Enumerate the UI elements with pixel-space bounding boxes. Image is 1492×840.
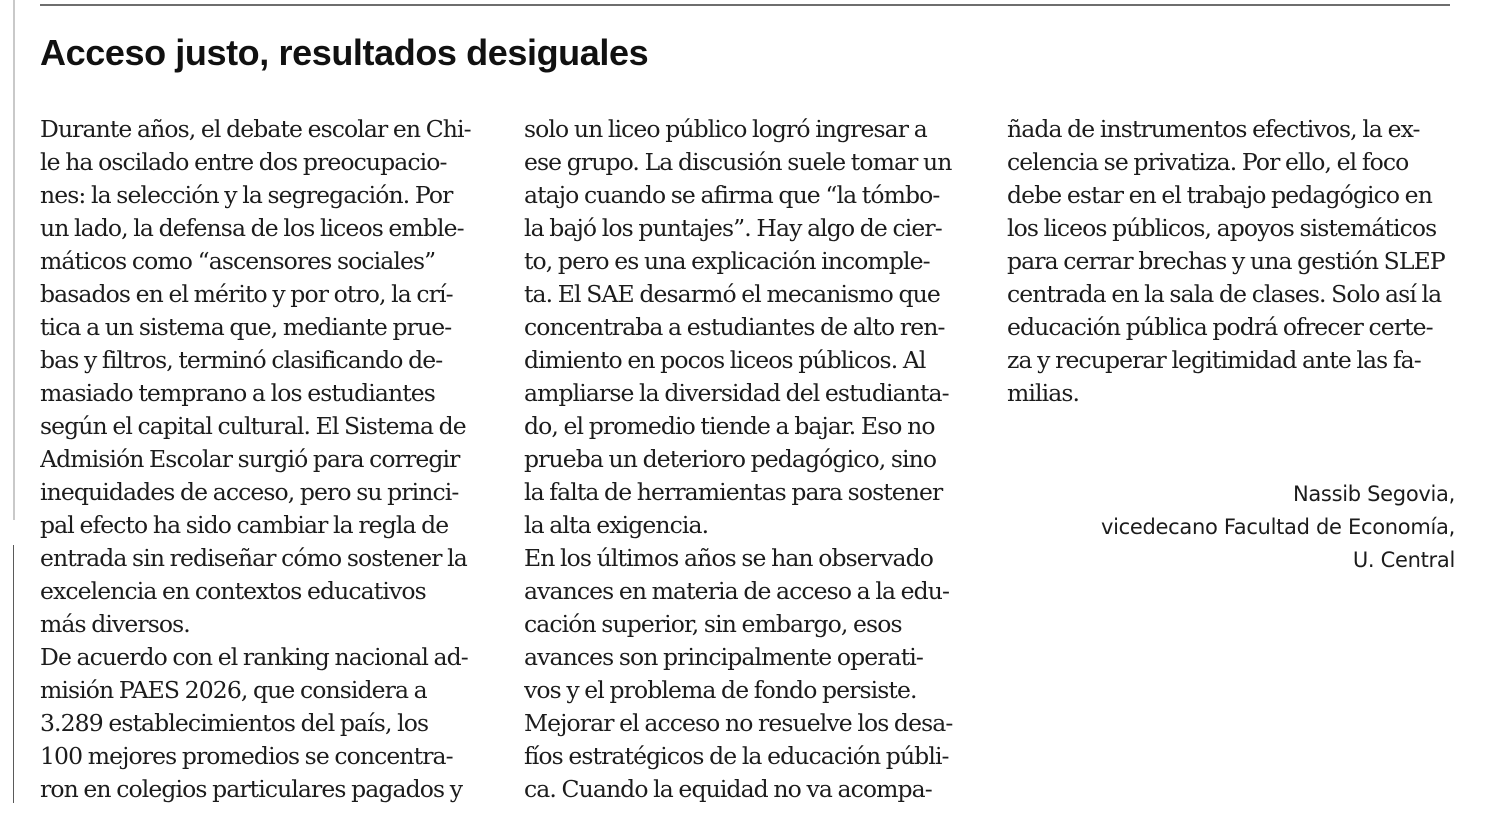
article-headline: Acceso justo, resultados desiguales <box>40 32 649 73</box>
article-text-line: le ha oscilado entre dos preocupacio- <box>40 148 447 176</box>
article-text-line: ca. Cuando la equidad no va acompa- <box>524 775 932 803</box>
article-text-line: Admisión Escolar surgió para corregir <box>40 445 460 473</box>
article-text-line: avances en materia de acceso a la edu- <box>524 577 950 605</box>
article-text-line: fíos estratégicos de la educación públi- <box>524 742 949 770</box>
article-text-line: entrada sin rediseñar cómo sostener la <box>40 544 467 572</box>
article-text-line: avances son principalmente operati- <box>524 643 923 671</box>
article-column-1 <box>40 113 490 806</box>
article-text-line: bas y filtros, terminó clasificando de- <box>40 346 443 374</box>
article-text-line: la bajó los puntajes”. Hay algo de cier- <box>524 214 942 242</box>
article-text-line: 3.289 establecimientos del país, los <box>40 709 429 737</box>
article-text-line: ampliarse la diversidad del estudianta- <box>524 379 949 407</box>
article-text-line: centrada en la sala de clases. Solo así la <box>1007 280 1442 308</box>
article-column-3 <box>1007 113 1459 410</box>
author-institution: U. Central <box>1352 548 1455 572</box>
article-text-line: inequidades de acceso, pero su princi- <box>40 478 459 506</box>
article-text-line: educación pública podrá ofrecer certe- <box>1007 313 1433 341</box>
article-text-line: solo un liceo público logró ingresar a <box>524 115 927 143</box>
article-text-line: ese grupo. La discusión suele tomar un <box>524 148 952 176</box>
article-text-line: En los últimos años se han observado <box>524 544 934 572</box>
article-text-line: prueba un deterioro pedagógico, sino <box>524 445 937 473</box>
article-text-line: ta. El SAE desarmó el mecanismo que <box>524 280 940 308</box>
article-text-line: za y recuperar legitimidad ante las fa- <box>1007 346 1421 374</box>
article-text-line: tica a un sistema que, mediante prue- <box>40 313 452 341</box>
article-text-line: misión PAES 2026, que considera a <box>40 676 427 704</box>
article-text-line: la falta de herramientas para sostener <box>524 478 943 506</box>
article-text-line: los liceos públicos, apoyos sistemáticos <box>1007 214 1437 242</box>
article-text-line: to, pero es una explicación incomple- <box>524 247 930 275</box>
article-text-line: excelencia en contextos educativos <box>40 577 426 605</box>
article-text-line: masiado temprano a los estudiantes <box>40 379 435 407</box>
article-text-line: milias. <box>1007 379 1080 407</box>
article-text-line: máticos como “ascensores sociales” <box>40 247 436 275</box>
article-text-line: do, el promedio tiende a bajar. Eso no <box>524 412 935 440</box>
article-text-line: 100 mejores promedios se concentra- <box>40 742 453 770</box>
article-text-line: nes: la selección y la segregación. Por <box>40 181 453 209</box>
author-signature <box>1101 478 1455 577</box>
article-text-line: más diversos. <box>40 610 190 638</box>
article-text-line: debe estar en el trabajo pedagógico en <box>1007 181 1432 209</box>
article-text-line: dimiento en pocos liceos públicos. Al <box>524 346 926 374</box>
article-text-line: ñada de instrumentos efectivos, la ex- <box>1007 115 1420 143</box>
article-text-line: ron en colegios particulares pagados y <box>40 775 463 803</box>
author-name: Nassib Segovia, <box>1292 482 1455 506</box>
article-column-2 <box>524 113 974 806</box>
article-text-line: atajo cuando se afirma que “la tómbo- <box>524 181 940 209</box>
article-text-line: celencia se privatiza. Por ello, el foco <box>1007 148 1409 176</box>
article-text-line: vos y el problema de fondo persiste. <box>524 676 917 704</box>
article-text-line: concentraba a estudiantes de alto ren- <box>524 313 945 341</box>
article-text-line: según el capital cultural. El Sistema de <box>40 412 466 440</box>
article-text-line: para cerrar brechas y una gestión SLEP <box>1007 247 1445 275</box>
article-text-line: De acuerdo con el ranking nacional ad- <box>40 643 468 671</box>
article-text-line: Durante años, el debate escolar en Chi- <box>40 115 471 143</box>
article-text-line: basados en el mérito y por otro, la crí- <box>40 280 453 308</box>
top-divider-rule <box>40 4 1450 6</box>
article-text-line: Mejorar el acceso no resuelve los desa- <box>524 709 953 737</box>
author-title: vicedecano Facultad de Economía, <box>1100 515 1455 539</box>
article-text-line: la alta exigencia. <box>524 511 709 539</box>
article-text-line: cación superior, sin embargo, esos <box>524 610 902 638</box>
article-text-line: pal efecto ha sido cambiar la regla de <box>40 511 449 539</box>
left-page-edge <box>13 0 15 520</box>
article-text-line: un lado, la defensa de los liceos emble- <box>40 214 464 242</box>
left-column-rule <box>13 545 14 803</box>
